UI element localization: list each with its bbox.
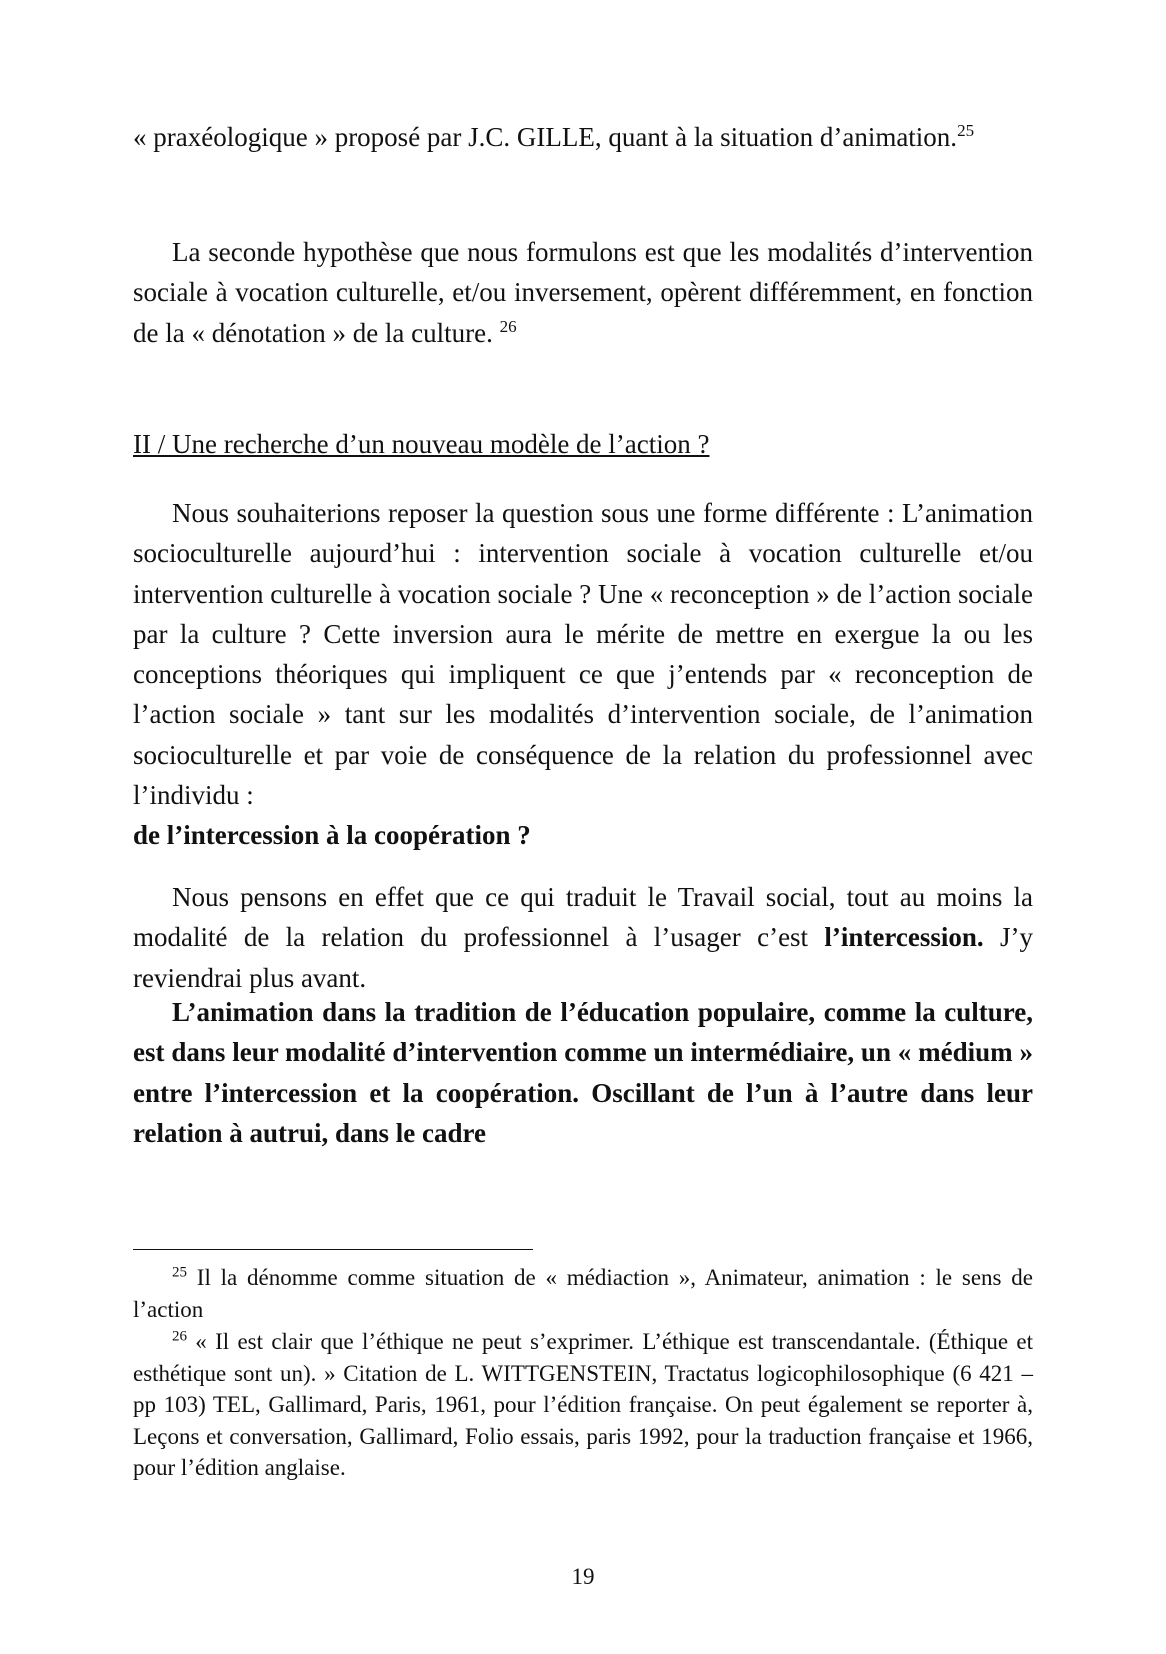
paragraph-praxeologique [133, 117, 1033, 157]
paragraph-text: La seconde hypothèse que nous formulons est que les modalités d’intervention sociale à vocation culturelle, et/ou inversement, opèrent différemment, en fonction de la « dénotation » de la culture. [133, 237, 1033, 348]
bold-intercession: l’intercession. [824, 922, 984, 953]
footnote-ref-26[interactable]: 26 [499, 316, 517, 336]
footnote-26 [133, 1326, 1033, 1484]
bold-paragraph-text: L’animation dans la tradition de l’éducation populaire, comme la culture, est dans leur modalité d’intervention comme un intermédiaire, un « médium » entre l’intercession et la coopération. Oscillant de l’un à l’autre dans leur relation à autrui, dans le cadre [133, 997, 1033, 1148]
paragraph-animation-bold [133, 992, 1033, 1153]
footnote-ref-25[interactable]: 25 [957, 121, 975, 140]
paragraph-travail-social [133, 877, 1033, 998]
paragraph-text: Nous souhaiterions reposer la question sous une forme différente : L’animation socioculturelle aujourd’hui : intervention sociale à vocation culturelle et/ou intervention culturelle à vocation sociale ? Une « reconception » de l’action sociale par la culture ? Cette inversion aura le mérite de mettre en exergue la ou les conceptions théoriques qui impliquent ce que j’entends par « reconception de l’action sociale » tant sur les modalités d’intervention sociale, de l’animation socioculturelle et par voie de conséquence de la relation du professionnel avec l’individu : [133, 498, 1033, 811]
paragraph-seconde-hypothese [133, 232, 1033, 353]
section-heading-text: II / Une recherche d’un nouveau modèle de l’action ? [133, 429, 710, 459]
footnote-25 [133, 1262, 1033, 1325]
paragraph-reposer-question [133, 493, 1033, 856]
section-heading [133, 424, 1033, 464]
paragraph-text: Nous pensons en effet que ce qui traduit le Travail social, tout au moins la modalité de la relation du professionnel à l’usager c’est [133, 882, 1033, 953]
paragraph-tail: J’y reviendrai plus avant. [133, 922, 1034, 993]
footnote-text: « Il est clair que l’éthique ne peut s’exprimer. L’éthique est transcendantale. (Éthique et esthétique sont un). » Citation de L. WITTGENSTEIN, Tractatus logicophilosophique (6 421 – pp 103) TEL, Gallimard, Paris, 1961, pour l’édition française. On peut également se reporter à, Leçons et conversation, Gallimard, Folio essais, paris 1992, pour la traduction française et 1966, pour l’édition anglaise. [133, 1329, 1033, 1480]
footnote-number: 26 [172, 1328, 187, 1345]
footnote-separator [133, 1249, 533, 1250]
paragraph-text: « praxéologique » proposé par J.C. GILLE, quant à la situation d’animation. [133, 122, 958, 152]
page-number: 19 [571, 1564, 595, 1589]
bold-question: de l’intercession à la coopération ? [133, 820, 531, 851]
footnote-number: 25 [172, 1264, 187, 1281]
footnote-text: Il la dénomme comme situation de « médiaction », Animateur, animation : le sens de l’action [133, 1265, 1033, 1322]
